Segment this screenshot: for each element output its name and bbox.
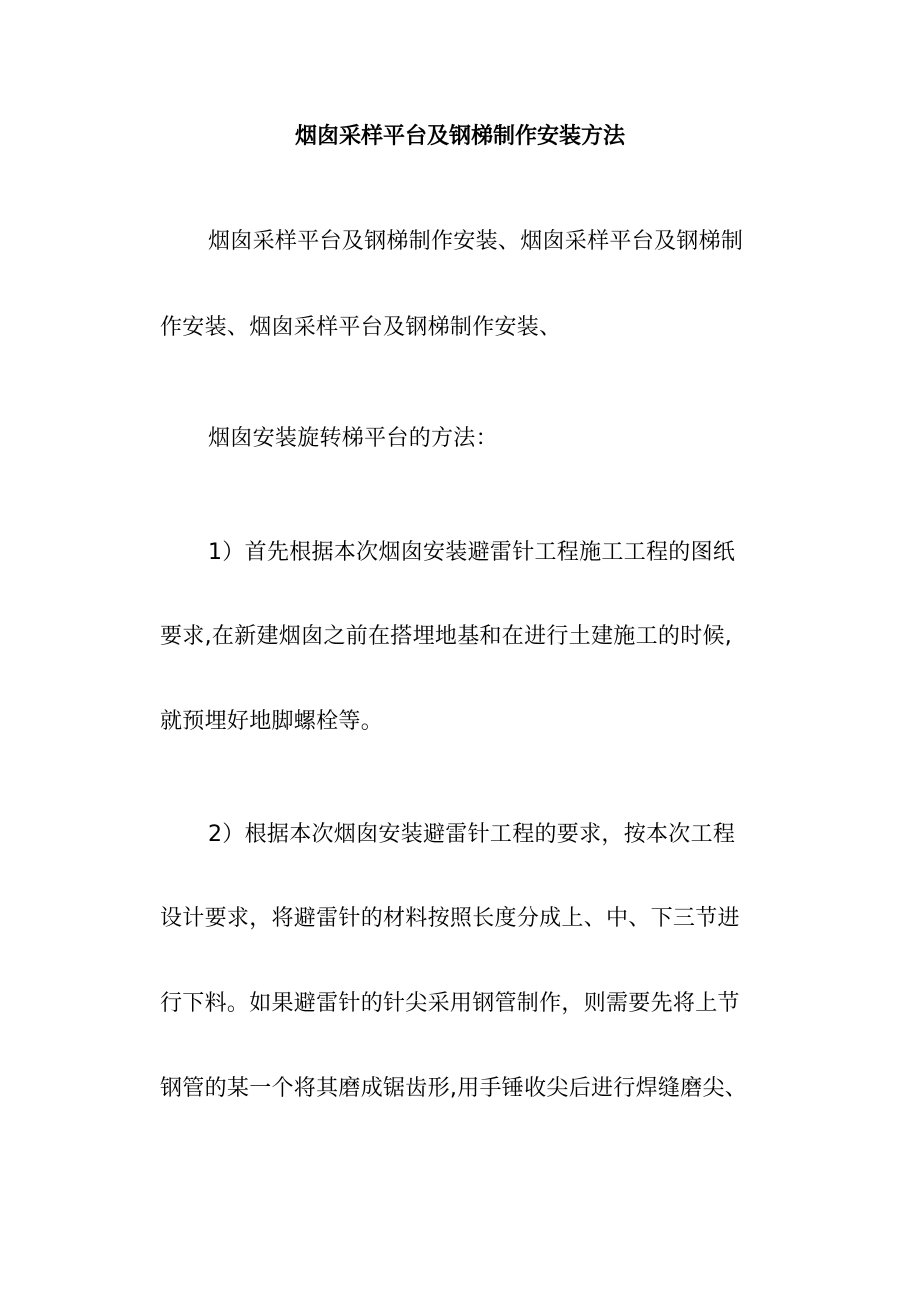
paragraph-line: 1）首先根据本次烟囱安装避雷针工程施工工程的图纸: [208, 540, 736, 565]
document-title: 烟囱采样平台及钢梯制作安装方法: [294, 124, 625, 149]
paragraph-line: 2）根据本次烟囱安装避雷针工程的要求，按本次工程: [208, 822, 736, 847]
paragraph-line: 行下料。如果避雷针的针尖采用钢管制作，则需要先将上节: [160, 991, 740, 1016]
paragraph-line: 要求,在新建烟囱之前在搭埋地基和在进行土建施工的时候,: [160, 624, 733, 649]
paragraph-line: 烟囱采样平台及钢梯制作安装、烟囱采样平台及钢梯制: [208, 229, 744, 254]
paragraph-line: 设计要求，将避雷针的材料按照长度分成上、中、下三节进: [160, 906, 740, 931]
paragraph-line: 就预埋好地脚螺栓等。: [160, 709, 384, 734]
paragraph-line: 钢管的某一个将其磨成锯齿形,用手锤收尖后进行焊缝磨尖、: [160, 1076, 748, 1101]
paragraph-line: 作安装、烟囱采样平台及钢梯制作安装、: [160, 315, 562, 340]
paragraph-line: 烟囱安装旋转梯平台的方法：: [208, 426, 498, 451]
